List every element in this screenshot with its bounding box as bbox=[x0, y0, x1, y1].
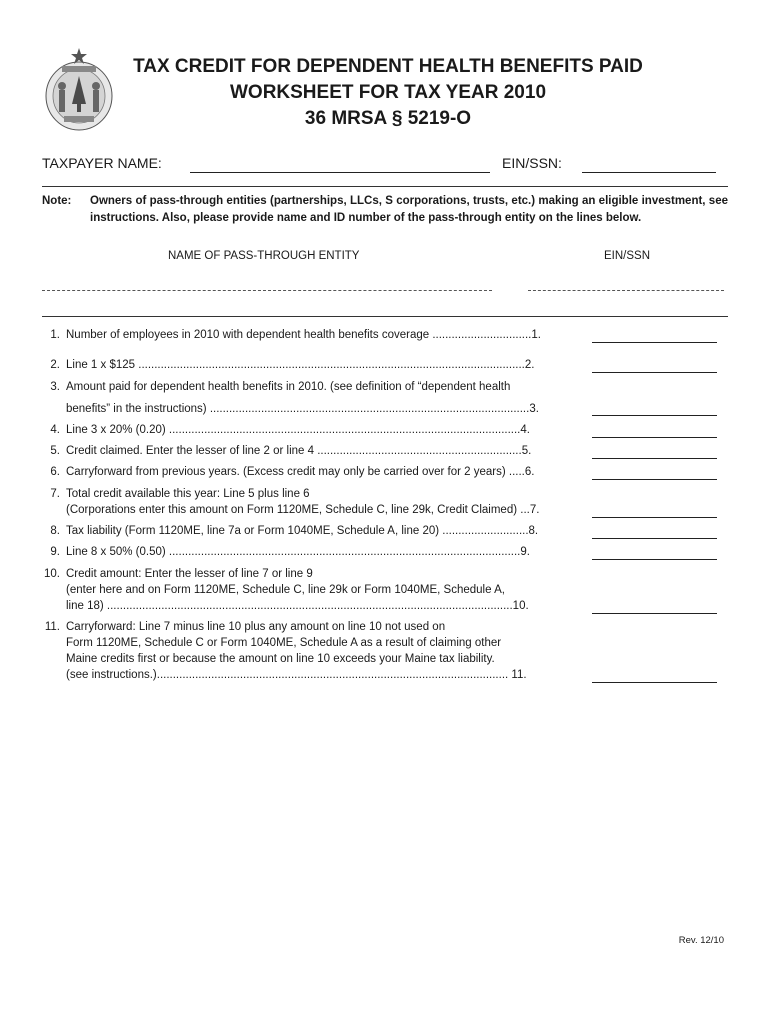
line-4-amount[interactable] bbox=[592, 437, 717, 438]
taxpayer-name-field[interactable] bbox=[190, 172, 490, 173]
line-1-amount[interactable] bbox=[592, 342, 717, 343]
ein-label: EIN/SSN: bbox=[502, 155, 562, 171]
entity-ein-field[interactable] bbox=[528, 290, 724, 291]
ein-field[interactable] bbox=[582, 172, 716, 173]
line-7-amount[interactable] bbox=[592, 517, 717, 518]
divider bbox=[42, 186, 728, 187]
entity-name-field[interactable] bbox=[42, 290, 492, 291]
revision-date: Rev. 12/10 bbox=[678, 935, 724, 946]
line-8-amount[interactable] bbox=[592, 538, 717, 539]
note-label: Note: bbox=[42, 195, 72, 207]
line-5-amount[interactable] bbox=[592, 458, 717, 459]
line-9-amount[interactable] bbox=[592, 559, 717, 560]
line-10-amount[interactable] bbox=[592, 613, 717, 614]
note-text: Owners of pass-through entities (partnerships, LLCs, S corporations, trusts, etc.) making an eligible investment, see instructions. Also, please provide name and ID number of the pass-through entity on the lines below. bbox=[90, 195, 728, 224]
divider bbox=[42, 316, 728, 317]
entity-name-header: NAME OF PASS-THROUGH ENTITY bbox=[168, 250, 360, 262]
form-subtitle: WORKSHEET FOR TAX YEAR 2010 bbox=[229, 82, 547, 103]
taxpayer-name-label: TAXPAYER NAME: bbox=[42, 155, 162, 171]
line-3-amount[interactable] bbox=[592, 415, 717, 416]
statute-reference: 36 MRSA § 5219-O bbox=[304, 108, 472, 129]
form-title: TAX CREDIT FOR DEPENDENT HEALTH BENEFITS PAID bbox=[133, 56, 643, 77]
line-2-amount[interactable] bbox=[592, 372, 717, 373]
line-6-amount[interactable] bbox=[592, 479, 717, 480]
entity-ein-header: EIN/SSN bbox=[604, 250, 651, 262]
line-11-amount[interactable] bbox=[592, 682, 717, 683]
maine-state-seal-icon bbox=[42, 46, 116, 132]
